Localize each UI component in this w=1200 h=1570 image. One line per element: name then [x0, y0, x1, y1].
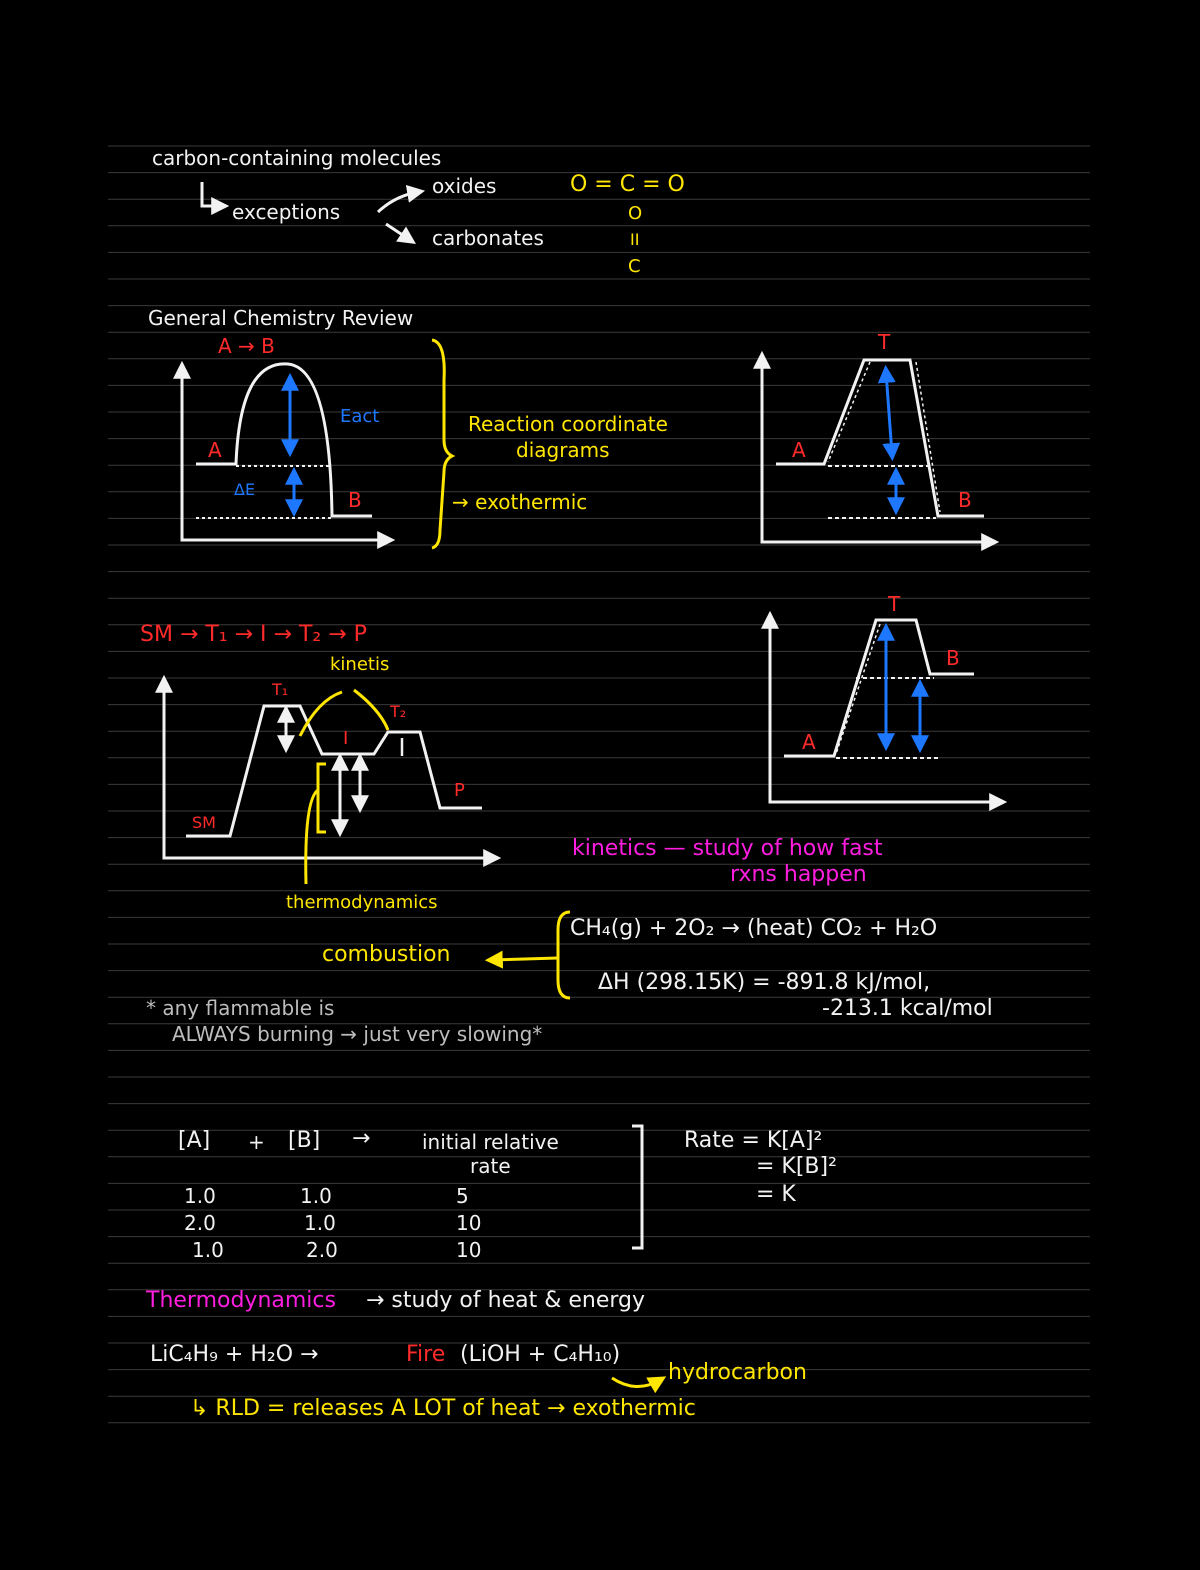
cell-r2-b: 1.0	[304, 1211, 336, 1235]
thermodynamics-label: thermodynamics	[286, 892, 438, 913]
diagram-3	[164, 682, 494, 884]
carbonates-label: carbonates	[432, 226, 544, 250]
combustion-arrow	[492, 958, 558, 960]
carbonyl-bond: II	[630, 230, 640, 249]
review-title: General Chemistry Review	[148, 306, 414, 330]
flammable-note: * any flammable is	[146, 996, 335, 1020]
thermo-definition: → study of heat & energy	[366, 1288, 646, 1313]
diagram1-a: A	[208, 438, 222, 462]
col-rate-header: initial relative	[422, 1130, 559, 1154]
diagram2-t: T	[878, 330, 891, 354]
diagram1-de: ΔE	[234, 480, 256, 499]
diagram-4	[770, 618, 1000, 802]
mechanism-sequence: SM → T₁ → I → T₂ → P	[140, 622, 367, 647]
carbonates-arrow	[386, 224, 410, 240]
t2-label: T₂	[390, 702, 407, 721]
diagram1-b: B	[348, 488, 362, 512]
diagram2-b: B	[958, 488, 972, 512]
i-label: I	[343, 728, 349, 749]
table-bracket	[632, 1126, 642, 1248]
col-b-header: [B]	[288, 1128, 321, 1153]
combustion-label: combustion	[322, 942, 451, 967]
rate-law-3: = K	[756, 1182, 796, 1207]
reaction-right: (LiOH + C₄H₁₀)	[460, 1342, 621, 1367]
hydrocarbon-label: hydrocarbon	[668, 1360, 807, 1385]
col-rate-header-2: rate	[470, 1154, 511, 1178]
rcd-label-2: diagrams	[516, 438, 610, 462]
rate-law-2: = K[B]²	[756, 1154, 837, 1179]
carbonyl-o: O	[628, 203, 643, 224]
exceptions-hook	[202, 182, 222, 206]
cell-r1-rate: 5	[456, 1184, 469, 1208]
hydrocarbon-arrow	[612, 1378, 660, 1387]
diagram1-title: A → B	[218, 334, 275, 358]
exceptions-label: exceptions	[232, 200, 341, 224]
diagram-1	[182, 364, 388, 540]
kinetics-definition-2: rxns happen	[730, 862, 867, 887]
kinetis-label: kinetis	[330, 654, 390, 675]
cell-r2-rate: 10	[456, 1211, 482, 1235]
header-arrow: →	[352, 1126, 371, 1151]
diagram3-t: T	[888, 592, 901, 616]
diagram3-b: B	[946, 646, 960, 670]
rld-note: ↳ RLD = releases A LOT of heat → exothermic	[190, 1396, 696, 1421]
cell-r3-b: 2.0	[306, 1238, 338, 1262]
cell-r3-rate: 10	[456, 1238, 482, 1262]
rcd-label: Reaction coordinate	[468, 412, 668, 436]
intro-heading: carbon-containing molecules	[152, 146, 442, 170]
combustion-equation: CH₄(g) + 2O₂ → (heat) CO₂ + H₂O	[570, 916, 938, 941]
carbonyl-c: C	[628, 256, 641, 277]
cell-r1-b: 1.0	[300, 1184, 332, 1208]
co2-structure: O = C = O	[570, 172, 685, 197]
rate-law-1: Rate = K[A]²	[684, 1128, 823, 1153]
cell-r3-a: 1.0	[192, 1238, 224, 1262]
enthalpy-value: ΔH (298.15K) = -891.8 kJ/mol,	[598, 970, 931, 995]
sm-label: SM	[192, 813, 216, 832]
enthalpy-value-2: -213.1 kcal/mol	[822, 996, 993, 1021]
reaction-left: LiC₄H₉ + H₂O →	[150, 1342, 319, 1367]
flammable-note-2: ALWAYS burning → just very slowing*	[172, 1022, 543, 1046]
oxides-label: oxides	[432, 174, 497, 198]
kinetics-definition: kinetics — study of how fast	[572, 836, 883, 861]
thermo-word: Thermodynamics	[146, 1288, 336, 1313]
diagram2-a: A	[792, 438, 806, 462]
t1-label: T₁	[272, 680, 289, 699]
plus-sign: +	[248, 1130, 265, 1154]
diagram3-a: A	[802, 730, 816, 754]
diagram-2	[762, 358, 992, 542]
fire-label: Fire	[406, 1342, 446, 1367]
exothermic-label: → exothermic	[452, 490, 588, 514]
oxides-arrow	[378, 192, 418, 212]
p-label: P	[454, 780, 465, 801]
col-a-header: [A]	[178, 1128, 211, 1153]
diagram1-eact: Eact	[340, 406, 380, 427]
combustion-brace	[558, 912, 570, 998]
diagram1-brace	[432, 340, 452, 548]
cell-r2-a: 2.0	[184, 1211, 216, 1235]
cell-r1-a: 1.0	[184, 1184, 216, 1208]
